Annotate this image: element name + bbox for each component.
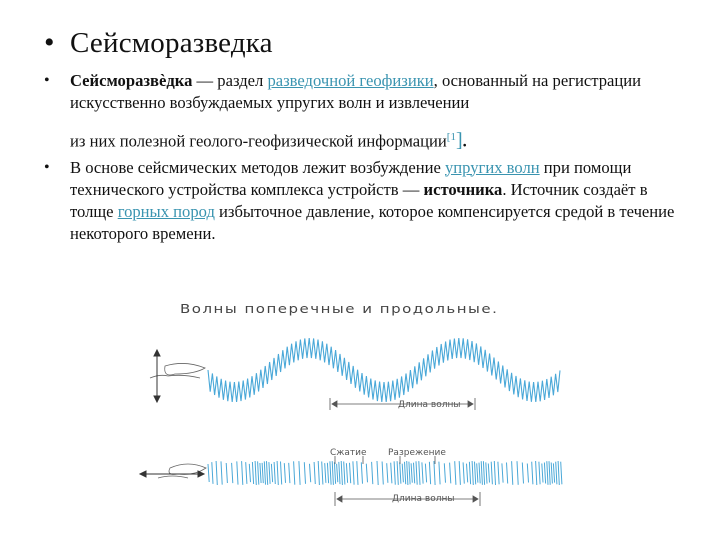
bullet-list — [44, 70, 684, 249]
rarefaction-label: Разрежение — [388, 448, 446, 458]
text-segment: при помощи технического устройства комплекса устройств — — [70, 157, 632, 199]
reference-bracket[interactable]: ] — [455, 129, 463, 152]
slide-title: Сейсморазведка — [70, 27, 273, 59]
waves-illustration — [130, 296, 600, 516]
text-line — [70, 126, 684, 153]
list-item — [44, 70, 684, 153]
list-item — [44, 157, 684, 245]
link-exploration-geophysics[interactable]: разведочной геофизики — [267, 71, 434, 90]
title-bullet: • — [44, 26, 55, 59]
text-period: . — [462, 131, 467, 151]
title-row — [44, 26, 273, 60]
longitudinal-wave — [208, 461, 562, 485]
paragraph — [70, 157, 684, 245]
text-segment: — раздел — [192, 71, 268, 90]
compression-label: Сжатие — [330, 448, 367, 458]
text-segment: из них полезной геолого-геофизической информации — [70, 131, 447, 151]
transverse-wave — [208, 338, 560, 402]
link-rocks[interactable]: горных пород — [117, 201, 215, 221]
text-segment: В основе сейсмических методов лежит возбуждение — [70, 157, 445, 177]
wavelength-label-2: Длина волны — [392, 494, 455, 504]
reference-link[interactable]: [1 — [446, 131, 456, 143]
bullet-marker: • — [44, 72, 50, 89]
wavelength-label-1: Длина волны — [398, 400, 461, 410]
bullet-marker: • — [44, 158, 50, 176]
waves-figure — [130, 296, 600, 516]
paragraph — [70, 70, 684, 153]
text-segment: избыточное давление, которое компенсируется средой в течение некоторого времени. — [70, 201, 675, 243]
text-segment: , основанный на регистрации искусственно возбуждаемых упругих волн и извлечении — [70, 71, 642, 112]
term-source: источника — [423, 179, 503, 199]
figure-caption: Волны поперечные и продольные. — [180, 301, 499, 317]
text-segment: . Источник создаёт в толще — [70, 179, 648, 221]
hand-icon-top — [150, 363, 205, 378]
link-elastic-waves[interactable]: упругих волн — [445, 157, 540, 177]
term-seismic: Сейсморазвѐдка — [70, 71, 193, 90]
